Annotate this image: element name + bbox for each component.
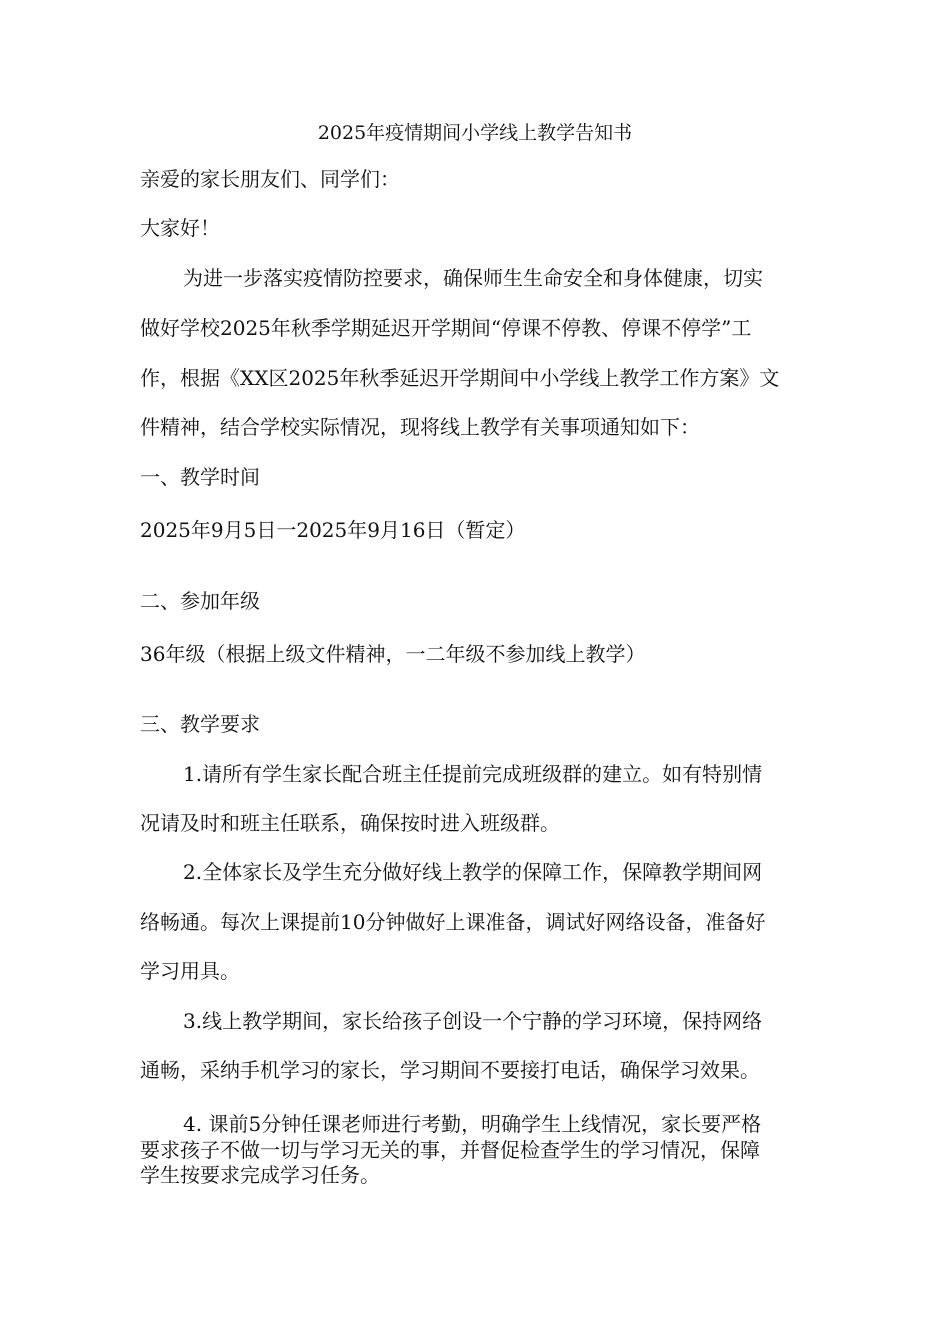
item-2-line-1: 2.全体家长及学生充分做好线上教学的保障工作，保障教学期间网	[183, 860, 763, 884]
item-1-line-2: 况请及时和班主任联系，确保按时进入班级群。	[140, 811, 560, 835]
intro-line-1: 为进一步落实疫情防控要求，确保师生生命安全和身体健康，切实	[183, 266, 763, 290]
intro-line-4: 件精神，结合学校实际情况，现将线上教学有关事项通知如下：	[140, 415, 700, 439]
item-1-line-1: 1.请所有学生家长配合班主任提前完成班级群的建立。如有特别情	[183, 762, 763, 786]
section-1-content: 2025年9月5日一2025年9月16日（暂定）	[140, 518, 526, 542]
item-2-line-3: 学习用具。	[140, 959, 240, 983]
salutation: 亲爱的家长朋友们、同学们：	[140, 167, 400, 191]
section-1-heading: 一、教学时间	[140, 465, 260, 489]
item-4-line-2: 要求孩子不做一切与学习无关的事，并督促检查学生的学习情况，保障	[140, 1138, 760, 1162]
item-4-line-3: 学生按要求完成学习任务。	[140, 1163, 380, 1187]
item-3-line-1: 3.线上教学期间，家长给孩子创设一个宁静的学习环境，保持网络	[183, 1009, 763, 1033]
section-2-heading: 二、参加年级	[140, 589, 260, 613]
item-3-line-2: 通畅，采纳手机学习的家长，学习期间不要接打电话，确保学习效果。	[140, 1058, 760, 1082]
section-3-heading: 三、教学要求	[140, 712, 260, 736]
intro-line-3: 作，根据《XX区2025年秋季延迟开学期间中小学线上教学工作方案》文	[140, 366, 780, 390]
item-4-line-1: 4. 课前5分钟任课老师进行考勤，明确学生上线情况，家长要严格	[183, 1112, 762, 1136]
intro-line-2: 做好学校2025年秋季学期延迟开学期间“停课不停教、停课不停学”工	[140, 316, 752, 340]
section-2-content: 36年级（根据上级文件精神，一二年级不参加线上教学）	[140, 642, 646, 666]
item-2-line-2: 络畅通。每次上课提前10分钟做好上课准备，调试好网络设备，准备好	[140, 910, 766, 934]
greeting: 大家好！	[140, 216, 220, 240]
document-title: 2025年疫情期间小学线上教学告知书	[317, 122, 633, 144]
